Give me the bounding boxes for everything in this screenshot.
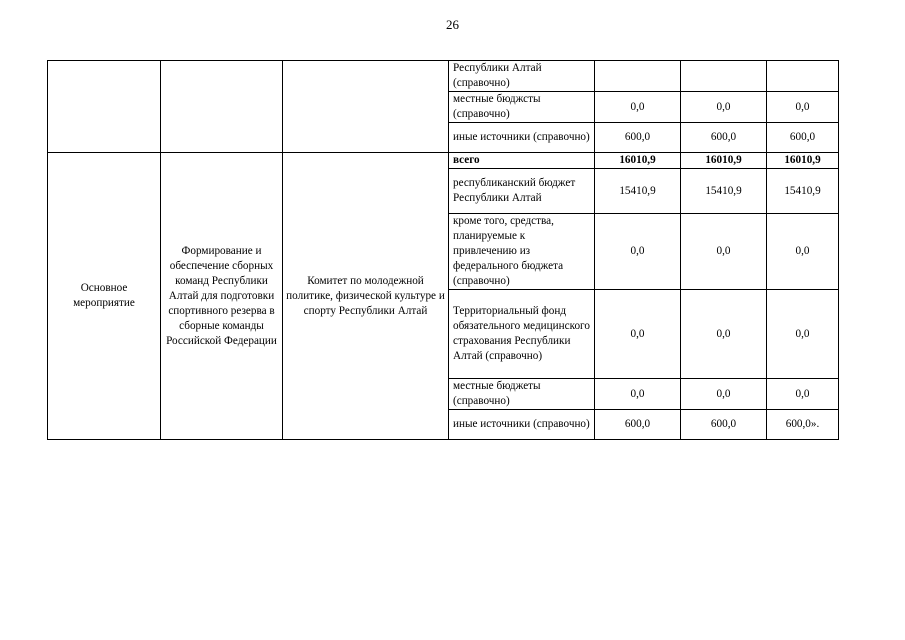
- value-cell: 600,0».: [767, 410, 839, 440]
- source-cell: всего: [449, 153, 595, 169]
- value-cell: 600,0: [681, 123, 767, 153]
- executor-cell: Комитет по молодежной политике, физической культуре и спорту Республики Алтай: [283, 153, 449, 440]
- value-cell: 0,0: [681, 214, 767, 290]
- value-cell: 15410,9: [767, 169, 839, 214]
- source-cell: иные источники (справочно): [449, 123, 595, 153]
- value-cell: 600,0: [681, 410, 767, 440]
- funding-table: [47, 60, 839, 440]
- source-cell: местные бюджеты (справочно): [449, 379, 595, 410]
- value-cell: [595, 61, 681, 92]
- value-cell: 0,0: [767, 290, 839, 379]
- empty-type-cell: [48, 61, 161, 153]
- source-cell: Республики Алтай (справочно): [449, 61, 595, 92]
- page-number: 26: [446, 17, 459, 32]
- value-cell: 0,0: [595, 379, 681, 410]
- value-cell: [681, 61, 767, 92]
- source-cell: иные источники (справочно): [449, 410, 595, 440]
- empty-name-cell: [161, 61, 283, 153]
- value-cell: 15410,9: [681, 169, 767, 214]
- value-cell: 16010,9: [595, 153, 681, 169]
- value-cell: 0,0: [681, 92, 767, 123]
- value-cell: 16010,9: [681, 153, 767, 169]
- value-cell: 0,0: [767, 214, 839, 290]
- source-cell: местные бюджсты (справочно): [449, 92, 595, 123]
- empty-executor-cell: [283, 61, 449, 153]
- source-cell: Территориальный фонд обязательного медицинского страхования Республики Алтай (справочно): [449, 290, 595, 379]
- source-cell: республиканский бюджет Республики Алтай: [449, 169, 595, 214]
- source-cell: кроме того, средства, планируемые к привлечению из федерального бюджета (справочно): [449, 214, 595, 290]
- value-cell: 600,0: [767, 123, 839, 153]
- activity-name-cell: Формирование и обеспечение сборных команд Республики Алтай для подготовки спортивного резерва в сборные команды Российской Федерации: [161, 153, 283, 440]
- value-cell: 0,0: [681, 290, 767, 379]
- value-cell: 600,0: [595, 123, 681, 153]
- value-cell: 0,0: [595, 92, 681, 123]
- value-cell: 0,0: [681, 379, 767, 410]
- table-row: [48, 61, 839, 92]
- value-cell: 600,0: [595, 410, 681, 440]
- value-cell: 0,0: [595, 290, 681, 379]
- value-cell: 0,0: [767, 92, 839, 123]
- activity-type-cell: Основное мероприятие: [48, 153, 161, 440]
- value-cell: 0,0: [595, 214, 681, 290]
- value-cell: 0,0: [767, 379, 839, 410]
- value-cell: 15410,9: [595, 169, 681, 214]
- value-cell: 16010,9: [767, 153, 839, 169]
- table-row: [48, 153, 839, 169]
- value-cell: [767, 61, 839, 92]
